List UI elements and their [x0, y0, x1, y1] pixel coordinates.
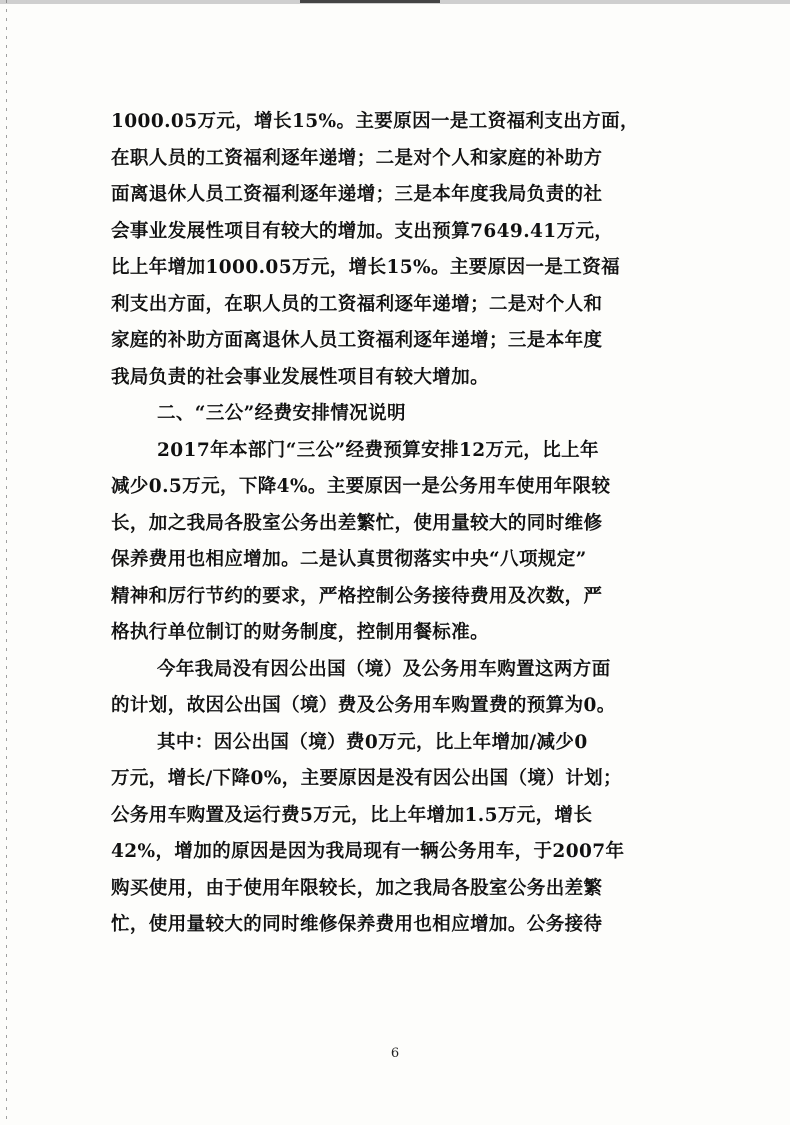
text-line: 其中：因公出国（境）费0万元，比上年增加/减少0 — [157, 731, 588, 753]
text-line: 42%，增加的原因是因为我局现有一辆公务用车，于2007年 — [111, 841, 625, 862]
section-heading: 二、“三公”经费安排情况说明 — [157, 403, 406, 424]
text-line: 利支出方面，在职人员的工资福利逐年递增；二是对个人和 — [111, 293, 603, 315]
text-line: 长，加之我局各股室公务出差繁忙，使用量较大的同时维修 — [111, 512, 603, 534]
text-line: 忙，使用量较大的同时维修保养费用也相应增加。公务接待 — [111, 914, 603, 935]
text-line: 1000.05万元，增长15%。主要原因一是工资福利支出方面， — [111, 111, 639, 132]
text-line: 公务用车购置及运行费5万元，比上年增加1.5万元，增长 — [111, 804, 593, 826]
text-line: 减少0.5万元，下降4%。主要原因一是公务用车使用年限较 — [111, 476, 611, 497]
text-line: 的计划，故因公出国（境）费及公务用车购置费的预算为0。 — [111, 695, 616, 716]
text-line: 家庭的补助方面离退休人员工资福利逐年递增；三是本年度 — [111, 330, 603, 351]
text-line: 2017年本部门“三公”经费预算安排12万元，比上年 — [157, 439, 599, 461]
text-line: 会事业发展性项目有较大的增加。支出预算7649.41万元， — [111, 220, 614, 242]
scan-binding-edge — [6, 0, 7, 1125]
text-line: 我局负责的社会事业发展性项目有较大增加。 — [111, 366, 490, 388]
text-line: 面离退休人员工资福利逐年递增；三是本年度我局负责的社 — [111, 184, 603, 205]
document-body — [111, 104, 686, 944]
page-number: 6 — [390, 1046, 400, 1061]
text-line: 在职人员的工资福利逐年递增；二是对个人和家庭的补助方 — [111, 147, 603, 169]
text-line: 购买使用，由于使用年限较长，加之我局各股室公务出差繁 — [111, 877, 603, 899]
text-line: 精神和厉行节约的要求，严格控制公务接待费用及次数，严 — [111, 585, 603, 607]
text-line: 保养费用也相应增加。二是认真贯彻落实中央“八项规定” — [111, 549, 587, 570]
text-line: 万元，增长/下降0%，主要原因是没有因公出国（境）计划； — [111, 768, 622, 789]
text-line: 今年我局没有因公出国（境）及公务用车购置这两方面 — [157, 658, 611, 680]
text-line: 比上年增加1000.05万元，增长15%。主要原因一是工资福 — [111, 257, 620, 278]
text-line: 格执行单位制订的财务制度，控制用餐标准。 — [111, 622, 490, 643]
scan-top-mark — [300, 0, 440, 3]
